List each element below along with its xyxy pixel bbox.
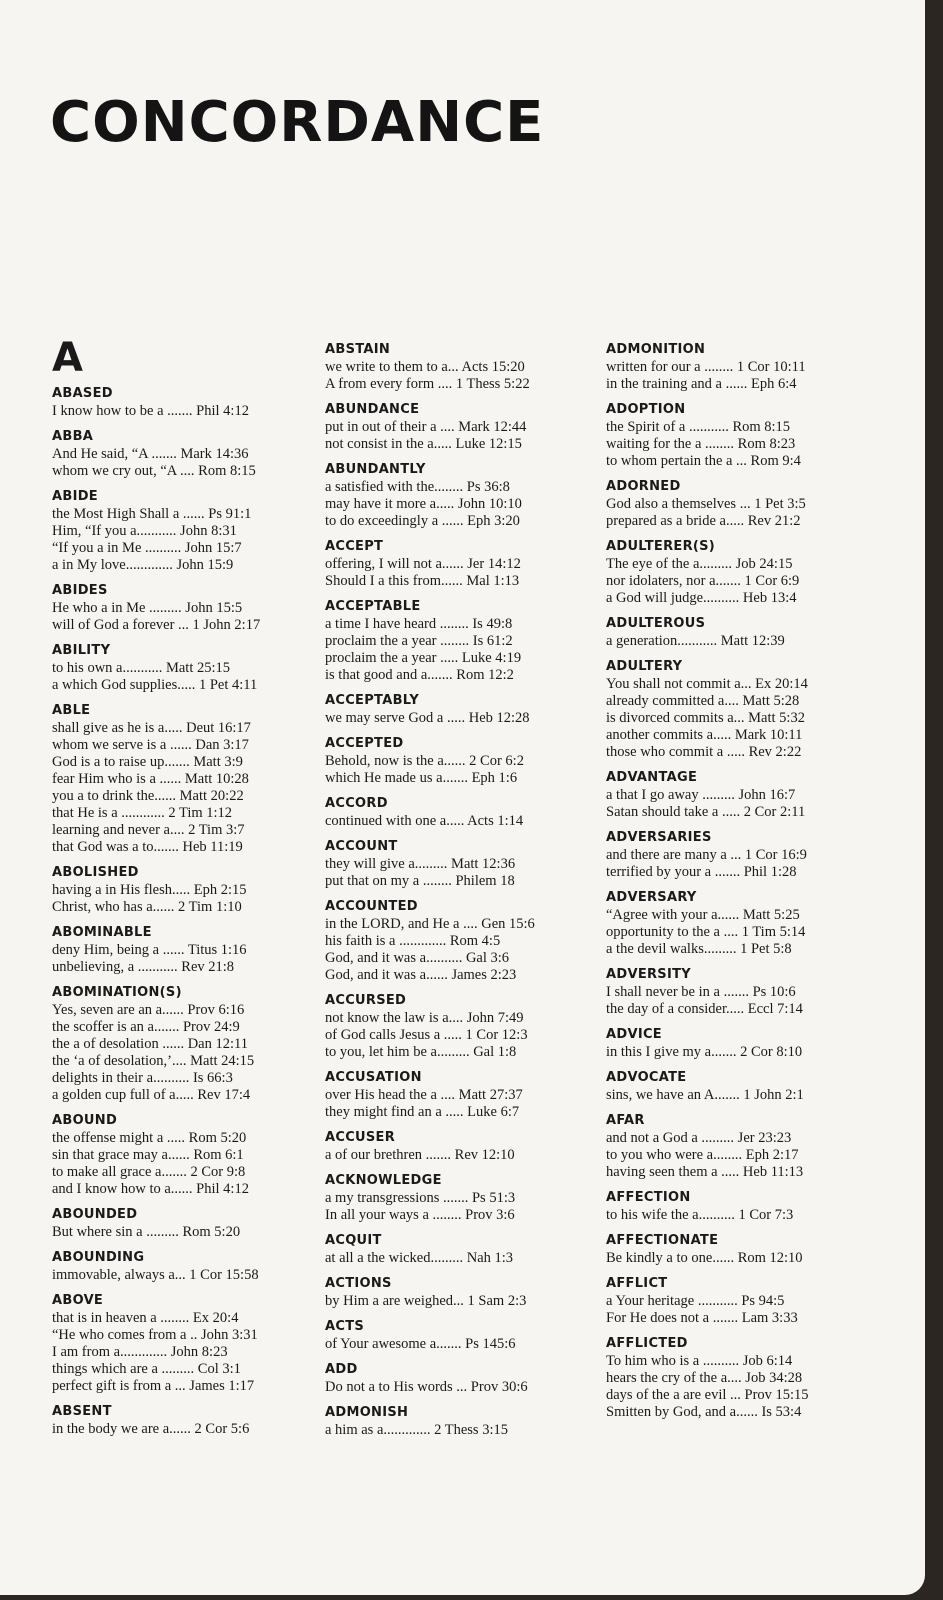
entry-headword: ACTS xyxy=(325,1319,365,1334)
concordance-entry xyxy=(52,1111,314,1198)
entry-reference-line: God also a themselves ... 1 Pet 3:5 xyxy=(606,496,806,512)
entry-reference-line: deny Him, being a ...... Titus 1:16 xyxy=(52,942,247,958)
concordance-entry xyxy=(606,1274,868,1327)
concordance-entry xyxy=(52,487,314,574)
entry-reference-line: Be kindly a to one...... Rom 12:10 xyxy=(606,1250,803,1266)
entry-reference-line: to his own a........... Matt 25:15 xyxy=(52,660,231,676)
entry-headword: ADOPTION xyxy=(606,402,686,417)
concordance-entry xyxy=(52,1402,314,1438)
concordance-entry xyxy=(325,400,587,453)
concordance-entry xyxy=(325,537,587,590)
entry-reference-line: For He does not a ....... Lam 3:33 xyxy=(606,1310,798,1326)
entry-reference-line: whom we cry out, “A .... Rom 8:15 xyxy=(52,463,256,479)
entry-headword: ACQUIT xyxy=(325,1233,382,1248)
entry-headword: ABIDES xyxy=(52,583,108,598)
entry-reference-line: in the training and a ...... Eph 6:4 xyxy=(606,376,797,392)
entry-headword: ACCEPT xyxy=(325,539,384,554)
entry-reference-line: Christ, who has a...... 2 Tim 1:10 xyxy=(52,899,242,915)
entry-headword: ABOLISHED xyxy=(52,865,139,880)
entry-reference-line: a that I go away ......... John 16:7 xyxy=(606,787,796,803)
entry-reference-line: God, and it was a.......... Gal 3:6 xyxy=(325,950,510,966)
concordance-entry xyxy=(52,701,314,856)
entry-reference-line: put that on my a ........ Philem 18 xyxy=(325,873,515,889)
concordance-entry xyxy=(325,794,587,830)
entry-reference-line: they might find an a ..... Luke 6:7 xyxy=(325,1104,520,1120)
entry-reference-line: a Your heritage ........... Ps 94:5 xyxy=(606,1293,785,1309)
concordance-entry xyxy=(52,581,314,634)
entry-reference-line: “He who comes from a .. John 3:31 xyxy=(52,1327,258,1343)
entry-reference-line: a my transgressions ....... Ps 51:3 xyxy=(325,1190,516,1206)
concordance-entry xyxy=(606,965,868,1018)
entry-reference-line: a time I have heard ........ Is 49:8 xyxy=(325,616,513,632)
entry-headword: ABIDE xyxy=(52,489,98,504)
entry-reference-line: He who a in Me ......... John 15:5 xyxy=(52,600,243,616)
entry-reference-line: shall give as he is a..... Deut 16:17 xyxy=(52,720,251,736)
entry-headword: ABUNDANTLY xyxy=(325,462,426,477)
entry-headword: ACCORD xyxy=(325,796,388,811)
concordance-entry xyxy=(325,1068,587,1121)
entry-reference-line: I know how to be a ....... Phil 4:12 xyxy=(52,403,249,419)
column-1 xyxy=(52,336,314,1445)
entry-reference-line: Yes, seven are an a...... Prov 6:16 xyxy=(52,1002,245,1018)
entry-reference-line: that He is a ............ 2 Tim 1:12 xyxy=(52,805,233,821)
concordance-entry xyxy=(52,384,314,420)
entry-reference-line: Behold, now is the a...... 2 Cor 6:2 xyxy=(325,753,524,769)
concordance-entry xyxy=(325,837,587,890)
entry-reference-line: In all your ways a ........ Prov 3:6 xyxy=(325,1207,515,1223)
entry-reference-line: sin that grace may a...... Rom 6:1 xyxy=(52,1147,244,1163)
entry-headword: AFFLICTED xyxy=(606,1336,688,1351)
entry-reference-line: days of the a are evil ... Prov 15:15 xyxy=(606,1387,809,1403)
entry-reference-line: sins, we have an A....... 1 John 2:1 xyxy=(606,1087,804,1103)
entry-reference-line: You shall not commit a... Ex 20:14 xyxy=(606,676,808,692)
entry-reference-line: of Your awesome a....... Ps 145:6 xyxy=(325,1336,516,1352)
entry-reference-line: at all a the wicked......... Nah 1:3 xyxy=(325,1250,514,1266)
concordance-entry xyxy=(325,734,587,787)
entry-reference-line: and I know how to a...... Phil 4:12 xyxy=(52,1181,249,1197)
concordance-entry xyxy=(325,1231,587,1267)
entry-reference-line: And He said, “A ....... Mark 14:36 xyxy=(52,446,249,462)
concordance-entry xyxy=(52,427,314,480)
concordance-entry xyxy=(325,1128,587,1164)
concordance-entry xyxy=(52,641,314,694)
entry-reference-line: Satan should take a ..... 2 Cor 2:11 xyxy=(606,804,806,820)
entry-reference-line: God is a to raise up....... Matt 3:9 xyxy=(52,754,243,770)
entry-reference-line: The eye of the a......... Job 24:15 xyxy=(606,556,793,572)
entry-reference-line: his faith is a ............. Rom 4:5 xyxy=(325,933,501,949)
concordance-entry xyxy=(606,888,868,958)
entry-headword: ACKNOWLEDGE xyxy=(325,1173,442,1188)
entry-headword: AFFECTION xyxy=(606,1190,691,1205)
entry-reference-line: the Spirit of a ........... Rom 8:15 xyxy=(606,419,791,435)
concordance-entry xyxy=(325,1171,587,1224)
entry-headword: ACCURSED xyxy=(325,993,407,1008)
entry-reference-line: to you, let him be a......... Gal 1:8 xyxy=(325,1044,517,1060)
entry-headword: ADVERSARIES xyxy=(606,830,712,845)
concordance-entry xyxy=(325,597,587,684)
entry-reference-line: perfect gift is from a ... James 1:17 xyxy=(52,1378,255,1394)
entry-reference-line: in the body we are a...... 2 Cor 5:6 xyxy=(52,1421,250,1437)
entry-headword: ACCUSATION xyxy=(325,1070,422,1085)
concordance-entry xyxy=(52,1248,314,1284)
concordance-entry xyxy=(606,768,868,821)
entry-headword: ABSENT xyxy=(52,1404,112,1419)
entry-reference-line: in the LORD, and He a .... Gen 15:6 xyxy=(325,916,535,932)
concordance-entry xyxy=(606,340,868,393)
concordance-entry xyxy=(606,537,868,607)
entry-reference-line: whom we serve is a ...... Dan 3:17 xyxy=(52,737,249,753)
entry-headword: ADVERSITY xyxy=(606,967,691,982)
entry-reference-line: of God calls Jesus a ..... 1 Cor 12:3 xyxy=(325,1027,528,1043)
entry-reference-line: to do exceedingly a ...... Eph 3:20 xyxy=(325,513,520,529)
concordance-entry xyxy=(325,460,587,530)
entry-reference-line: you a to drink the...... Matt 20:22 xyxy=(52,788,244,804)
concordance-entry xyxy=(606,614,868,650)
entry-reference-line: which He made us a....... Eph 1:6 xyxy=(325,770,518,786)
entry-reference-line: But where sin a ......... Rom 5:20 xyxy=(52,1224,241,1240)
entry-reference-line: To him who is a .......... Job 6:14 xyxy=(606,1353,793,1369)
entry-reference-line: fear Him who is a ...... Matt 10:28 xyxy=(52,771,249,787)
entry-reference-line: and there are many a ... 1 Cor 16:9 xyxy=(606,847,807,863)
entry-headword: AFAR xyxy=(606,1113,645,1128)
entry-headword: ADD xyxy=(325,1362,358,1377)
entry-reference-line: the Most High Shall a ...... Ps 91:1 xyxy=(52,506,252,522)
entry-reference-line: things which are a ......... Col 3:1 xyxy=(52,1361,241,1377)
concordance-entry xyxy=(606,400,868,470)
entry-reference-line: having seen them a ..... Heb 11:13 xyxy=(606,1164,804,1180)
entry-reference-line: I am from a............. John 8:23 xyxy=(52,1344,228,1360)
entry-reference-line: will of God a forever ... 1 John 2:17 xyxy=(52,617,261,633)
entry-reference-line: a golden cup full of a..... Rev 17:4 xyxy=(52,1087,251,1103)
entry-reference-line: a which God supplies..... 1 Pet 4:11 xyxy=(52,677,258,693)
entry-headword: ADVICE xyxy=(606,1027,662,1042)
entry-reference-line: A from every form .... 1 Thess 5:22 xyxy=(325,376,530,392)
section-letter: A xyxy=(52,335,83,381)
entry-reference-line: Him, “If you a........... John 8:31 xyxy=(52,523,237,539)
entry-headword: ABLE xyxy=(52,703,91,718)
entry-reference-line: the a of desolation ...... Dan 12:11 xyxy=(52,1036,248,1052)
entry-reference-line: proclaim the a year ........ Is 61:2 xyxy=(325,633,513,649)
entry-headword: ADULTEROUS xyxy=(606,616,706,631)
entry-headword: ADVERSARY xyxy=(606,890,697,905)
entry-reference-line: those who commit a ..... Rev 2:22 xyxy=(606,744,802,760)
entry-reference-line: already committed a.... Matt 5:28 xyxy=(606,693,800,709)
entry-reference-line: Smitten by God, and a...... Is 53:4 xyxy=(606,1404,802,1420)
concordance-entry xyxy=(52,923,314,976)
entry-reference-line: immovable, always a... 1 Cor 15:58 xyxy=(52,1267,259,1283)
entry-reference-line: a the devil walks......... 1 Pet 5:8 xyxy=(606,941,792,957)
entry-reference-line: to you who were a........ Eph 2:17 xyxy=(606,1147,799,1163)
entry-reference-line: is that good and a....... Rom 12:2 xyxy=(325,667,514,683)
entry-headword: ABOMINABLE xyxy=(52,925,152,940)
entry-headword: ADULTERER(S) xyxy=(606,539,716,554)
concordance-entry xyxy=(606,477,868,530)
entry-reference-line: delights in their a.......... Is 66:3 xyxy=(52,1070,233,1086)
entry-headword: ACCEPTABLE xyxy=(325,599,421,614)
concordance-entry xyxy=(52,1291,314,1395)
concordance-entry xyxy=(325,897,587,984)
entry-reference-line: to his wife the a.......... 1 Cor 7:3 xyxy=(606,1207,794,1223)
entry-headword: ADULTERY xyxy=(606,659,683,674)
entry-reference-line: is divorced commits a... Matt 5:32 xyxy=(606,710,805,726)
entry-reference-line: “Agree with your a...... Matt 5:25 xyxy=(606,907,800,923)
entry-reference-line: that God was a to....... Heb 11:19 xyxy=(52,839,243,855)
entry-reference-line: a in My love............. John 15:9 xyxy=(52,557,234,573)
entry-reference-line: proclaim the a year ..... Luke 4:19 xyxy=(325,650,522,666)
entry-headword: ADVANTAGE xyxy=(606,770,698,785)
concordance-entry xyxy=(52,1205,314,1241)
entry-reference-line: having a in His flesh..... Eph 2:15 xyxy=(52,882,247,898)
entry-headword: ACCOUNTED xyxy=(325,899,418,914)
concordance-entry xyxy=(325,991,587,1061)
entry-headword: ABOUNDED xyxy=(52,1207,138,1222)
entry-headword: ACCEPTED xyxy=(325,736,404,751)
entry-headword: ABOUND xyxy=(52,1113,118,1128)
entry-reference-line: to whom pertain the a ... Rom 9:4 xyxy=(606,453,801,469)
concordance-entry xyxy=(325,1317,587,1353)
entry-reference-line: a generation........... Matt 12:39 xyxy=(606,633,785,649)
entry-headword: ABOUNDING xyxy=(52,1250,145,1265)
entry-reference-line: and not a God a ......... Jer 23:23 xyxy=(606,1130,792,1146)
entry-reference-line: in this I give my a....... 2 Cor 8:10 xyxy=(606,1044,803,1060)
entry-reference-line: a of our brethren ....... Rev 12:10 xyxy=(325,1147,515,1163)
page-title: CONCORDANCE xyxy=(50,90,545,155)
column-2 xyxy=(325,340,587,1446)
entry-reference-line: unbelieving, a ........... Rev 21:8 xyxy=(52,959,235,975)
entry-reference-line: “If you a in Me .......... John 15:7 xyxy=(52,540,242,556)
entry-headword: ABOMINATION(S) xyxy=(52,985,182,1000)
entry-reference-line: the offense might a ..... Rom 5:20 xyxy=(52,1130,247,1146)
concordance-entry xyxy=(52,983,314,1104)
concordance-entry xyxy=(606,1188,868,1224)
entry-reference-line: terrified by your a ....... Phil 1:28 xyxy=(606,864,797,880)
entry-reference-line: a God will judge.......... Heb 13:4 xyxy=(606,590,797,606)
entry-reference-line: written for our a ........ 1 Cor 10:11 xyxy=(606,359,806,375)
entry-headword: ACTIONS xyxy=(325,1276,392,1291)
entry-headword: ABSTAIN xyxy=(325,342,391,357)
entry-reference-line: put in out of their a .... Mark 12:44 xyxy=(325,419,527,435)
concordance-entry xyxy=(606,1111,868,1181)
concordance-entry xyxy=(52,863,314,916)
entry-reference-line: I shall never be in a ....... Ps 10:6 xyxy=(606,984,796,1000)
entry-headword: ABOVE xyxy=(52,1293,104,1308)
entry-reference-line: continued with one a..... Acts 1:14 xyxy=(325,813,524,829)
concordance-entry xyxy=(325,1403,587,1439)
entry-headword: ACCUSER xyxy=(325,1130,396,1145)
entry-reference-line: Should I a this from...... Mal 1:13 xyxy=(325,573,520,589)
concordance-entry xyxy=(606,1334,868,1421)
entry-reference-line: the scoffer is an a....... Prov 24:9 xyxy=(52,1019,240,1035)
concordance-entry xyxy=(325,340,587,393)
entry-reference-line: by Him a are weighed... 1 Sam 2:3 xyxy=(325,1293,527,1309)
entry-reference-line: prepared as a bride a..... Rev 21:2 xyxy=(606,513,801,529)
entry-reference-line: another commits a..... Mark 10:11 xyxy=(606,727,803,743)
entry-headword: ACCEPTABLY xyxy=(325,693,420,708)
concordance-entry xyxy=(325,1274,587,1310)
entry-reference-line: opportunity to the a .... 1 Tim 5:14 xyxy=(606,924,806,940)
entry-reference-line: the ‘a of desolation,’.... Matt 24:15 xyxy=(52,1053,255,1069)
entry-reference-line: we may serve God a ..... Heb 12:28 xyxy=(325,710,530,726)
entry-reference-line: nor idolaters, nor a....... 1 Cor 6:9 xyxy=(606,573,800,589)
entry-headword: AFFECTIONATE xyxy=(606,1233,719,1248)
entry-reference-line: may have it more a..... John 10:10 xyxy=(325,496,522,512)
entry-reference-line: Do not a to His words ... Prov 30:6 xyxy=(325,1379,528,1395)
entry-reference-line: hears the cry of the a.... Job 34:28 xyxy=(606,1370,803,1386)
entry-headword: ABILITY xyxy=(52,643,111,658)
entry-reference-line: not know the law is a.... John 7:49 xyxy=(325,1010,524,1026)
concordance-entry xyxy=(325,1360,587,1396)
column-3 xyxy=(606,340,868,1428)
entry-headword: ABBA xyxy=(52,429,94,444)
entry-headword: ADMONITION xyxy=(606,342,706,357)
entry-reference-line: the day of a consider..... Eccl 7:14 xyxy=(606,1001,803,1017)
concordance-entry xyxy=(606,1231,868,1267)
entry-reference-line: offering, I will not a...... Jer 14:12 xyxy=(325,556,521,572)
entry-reference-line: over His head the a .... Matt 27:37 xyxy=(325,1087,523,1103)
concordance-entry xyxy=(606,1068,868,1104)
entry-reference-line: that is in heaven a ........ Ex 20:4 xyxy=(52,1310,239,1326)
concordance-entry xyxy=(325,691,587,727)
entry-reference-line: learning and never a.... 2 Tim 3:7 xyxy=(52,822,245,838)
entry-headword: AFFLICT xyxy=(606,1276,668,1291)
entry-headword: ABUNDANCE xyxy=(325,402,420,417)
entry-reference-line: not consist in the a..... Luke 12:15 xyxy=(325,436,522,452)
entry-headword: ACCOUNT xyxy=(325,839,398,854)
entry-reference-line: waiting for the a ........ Rom 8:23 xyxy=(606,436,796,452)
entry-headword: ADVOCATE xyxy=(606,1070,687,1085)
entry-headword: ABASED xyxy=(52,386,113,401)
concordance-entry xyxy=(606,828,868,881)
concordance-entry xyxy=(606,657,868,761)
entry-reference-line: to make all grace a....... 2 Cor 9:8 xyxy=(52,1164,246,1180)
entry-headword: ADMONISH xyxy=(325,1405,409,1420)
entry-reference-line: a him as a............. 2 Thess 3:15 xyxy=(325,1422,508,1438)
entry-reference-line: a satisfied with the........ Ps 36:8 xyxy=(325,479,510,495)
entry-headword: ADORNED xyxy=(606,479,681,494)
entry-reference-line: they will give a......... Matt 12:36 xyxy=(325,856,516,872)
entry-reference-line: we write to them to a... Acts 15:20 xyxy=(325,359,525,375)
entry-reference-line: God, and it was a...... James 2:23 xyxy=(325,967,517,983)
concordance-entry xyxy=(606,1025,868,1061)
